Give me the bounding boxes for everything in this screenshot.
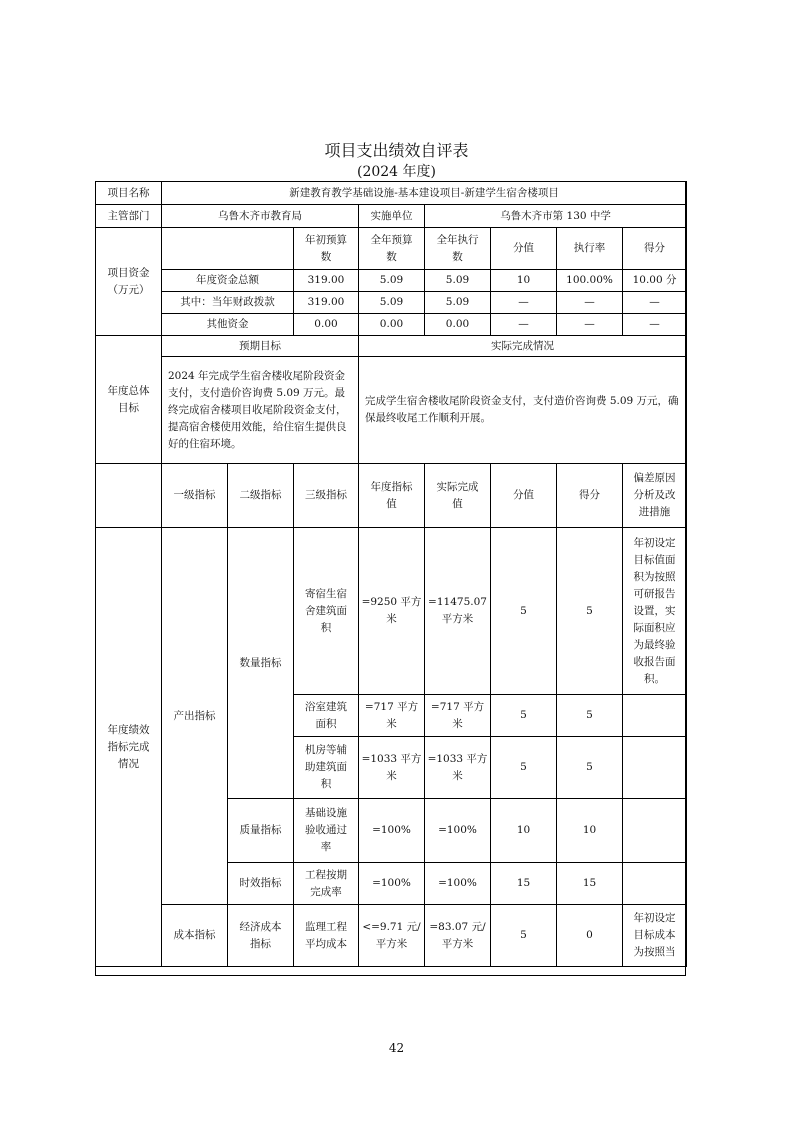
funds-cell: 5.09 <box>359 292 425 314</box>
funds-cell: 319.00 <box>294 292 359 314</box>
actual-result-header: 实际完成情况 <box>359 336 687 357</box>
indicator-note <box>623 737 687 799</box>
indicator-actual: =717 平方米 <box>425 695 491 737</box>
funds-header: 得分 <box>623 228 687 270</box>
indicator-score: 5 <box>557 528 623 695</box>
funds-header: 执行率 <box>557 228 623 270</box>
page-subtitle: (2024 年度) <box>356 164 436 180</box>
goals-label: 年度总体目标 <box>96 336 162 464</box>
indicator-score-value: 5 <box>491 737 557 799</box>
funds-row-label: 其他资金 <box>162 314 294 336</box>
indicator-target: =1033 平方米 <box>359 737 425 799</box>
indicators-section-label: 年度绩效指标完成情况 <box>96 528 162 967</box>
indicator-score: 5 <box>557 737 623 799</box>
indicator-name: 浴室建筑面积 <box>294 695 359 737</box>
performance-table <box>95 181 687 967</box>
funds-header: 年初预算数 <box>294 228 359 270</box>
indicator-header-blank <box>96 464 162 528</box>
indicator-header: 分值 <box>491 464 557 528</box>
indicator-actual: =100% <box>425 799 491 863</box>
funds-header: 分值 <box>491 228 557 270</box>
funds-cell: 0.00 <box>425 314 491 336</box>
indicator-header: 一级指标 <box>162 464 228 528</box>
funds-cell: — <box>623 314 687 336</box>
indicator-header: 实际完成值 <box>425 464 491 528</box>
funds-cell: 5.09 <box>425 270 491 292</box>
funds-header: 全年执行数 <box>425 228 491 270</box>
indicator-target: <=9.71 元/平方米 <box>359 905 425 967</box>
unit-value: 乌鲁木齐市第 130 中学 <box>425 205 687 228</box>
funds-cell: — <box>623 292 687 314</box>
indicator-header: 偏差原因分析及改进措施 <box>623 464 687 528</box>
indicator-name: 工程按期完成率 <box>294 863 359 905</box>
funds-cell: 10.00 分 <box>623 270 687 292</box>
actual-result-text: 完成学生宿舍楼收尾阶段资金支付，支付造价咨询费 5.09 万元，确保最终收尾工作顺利开展。 <box>359 357 687 464</box>
indicator-target: =9250 平方米 <box>359 528 425 695</box>
indicator-header: 年度指标值 <box>359 464 425 528</box>
unit-label: 实施单位 <box>359 205 425 228</box>
indicator-name: 寄宿生宿舍建筑面积 <box>294 528 359 695</box>
indicator-target: =717 平方米 <box>359 695 425 737</box>
funds-cell: — <box>491 292 557 314</box>
indicator-header: 得分 <box>557 464 623 528</box>
funds-cell: 319.00 <box>294 270 359 292</box>
page-number: 42 <box>388 1041 405 1055</box>
indicator-score: 10 <box>557 799 623 863</box>
indicator-score-value: 10 <box>491 799 557 863</box>
indicator-score: 0 <box>557 905 623 967</box>
funds-cell: 5.09 <box>425 292 491 314</box>
output-indicator-label: 产出指标 <box>162 528 228 905</box>
indicator-score-value: 5 <box>491 695 557 737</box>
funds-header-blank <box>162 228 294 270</box>
funds-header: 全年预算数 <box>359 228 425 270</box>
indicator-note <box>623 863 687 905</box>
indicator-score: 5 <box>557 695 623 737</box>
funds-row-label: 年度资金总额 <box>162 270 294 292</box>
indicator-note <box>623 799 687 863</box>
indicator-score-value: 15 <box>491 863 557 905</box>
indicator-actual: =83.07 元/平方米 <box>425 905 491 967</box>
funds-cell: 10 <box>491 270 557 292</box>
quantity-indicator-label: 数量指标 <box>228 528 294 799</box>
quality-indicator-label: 质量指标 <box>228 799 294 863</box>
funds-label: 项目资金（万元） <box>96 228 162 336</box>
indicator-note <box>623 695 687 737</box>
indicator-score-value: 5 <box>491 905 557 967</box>
time-indicator-label: 时效指标 <box>228 863 294 905</box>
funds-cell: — <box>557 314 623 336</box>
funds-cell: 0.00 <box>294 314 359 336</box>
indicator-note: 年初设定目标成本为按照当 <box>623 905 687 967</box>
cost-indicator-label: 成本指标 <box>162 905 228 967</box>
funds-cell: 5.09 <box>359 270 425 292</box>
project-name-value: 新建教育教学基础设施-基本建设项目-新建学生宿舍楼项目 <box>162 182 687 205</box>
indicator-actual: =100% <box>425 863 491 905</box>
indicator-target: =100% <box>359 863 425 905</box>
indicator-header: 二级指标 <box>228 464 294 528</box>
funds-cell: — <box>557 292 623 314</box>
indicator-score: 15 <box>557 863 623 905</box>
funds-cell: 0.00 <box>359 314 425 336</box>
indicator-header: 三级指标 <box>294 464 359 528</box>
expected-goal-text: 2024 年完成学生宿舍楼收尾阶段资金支付，支付造价咨询费 5.09 万元。最终完成宿舍楼项目收尾阶段资金支付，提高宿舍楼使用效能，给住宿生提供良好的住宿环境。 <box>162 357 359 464</box>
funds-row-label: 其中：当年财政拨款 <box>162 292 294 314</box>
indicator-actual: =11475.07 平方米 <box>425 528 491 695</box>
economic-cost-indicator-label: 经济成本指标 <box>228 905 294 967</box>
indicator-name: 监理工程平均成本 <box>294 905 359 967</box>
funds-cell: — <box>491 314 557 336</box>
funds-cell: 100.00% <box>557 270 623 292</box>
dept-value: 乌鲁木齐市教育局 <box>162 205 359 228</box>
indicator-target: =100% <box>359 799 425 863</box>
indicator-actual: =1033 平方米 <box>425 737 491 799</box>
indicator-name: 机房等辅助建筑面积 <box>294 737 359 799</box>
dept-label: 主管部门 <box>96 205 162 228</box>
indicator-name: 基础设施验收通过率 <box>294 799 359 863</box>
project-name-label: 项目名称 <box>96 182 162 205</box>
indicator-score-value: 5 <box>491 528 557 695</box>
page-title: 项目支出绩效自评表 <box>324 141 469 160</box>
expected-goal-header: 预期目标 <box>162 336 359 357</box>
indicator-note: 年初设定目标值面积为按照可研报告设置，实际面积应为最终验收报告面积。 <box>623 528 687 695</box>
